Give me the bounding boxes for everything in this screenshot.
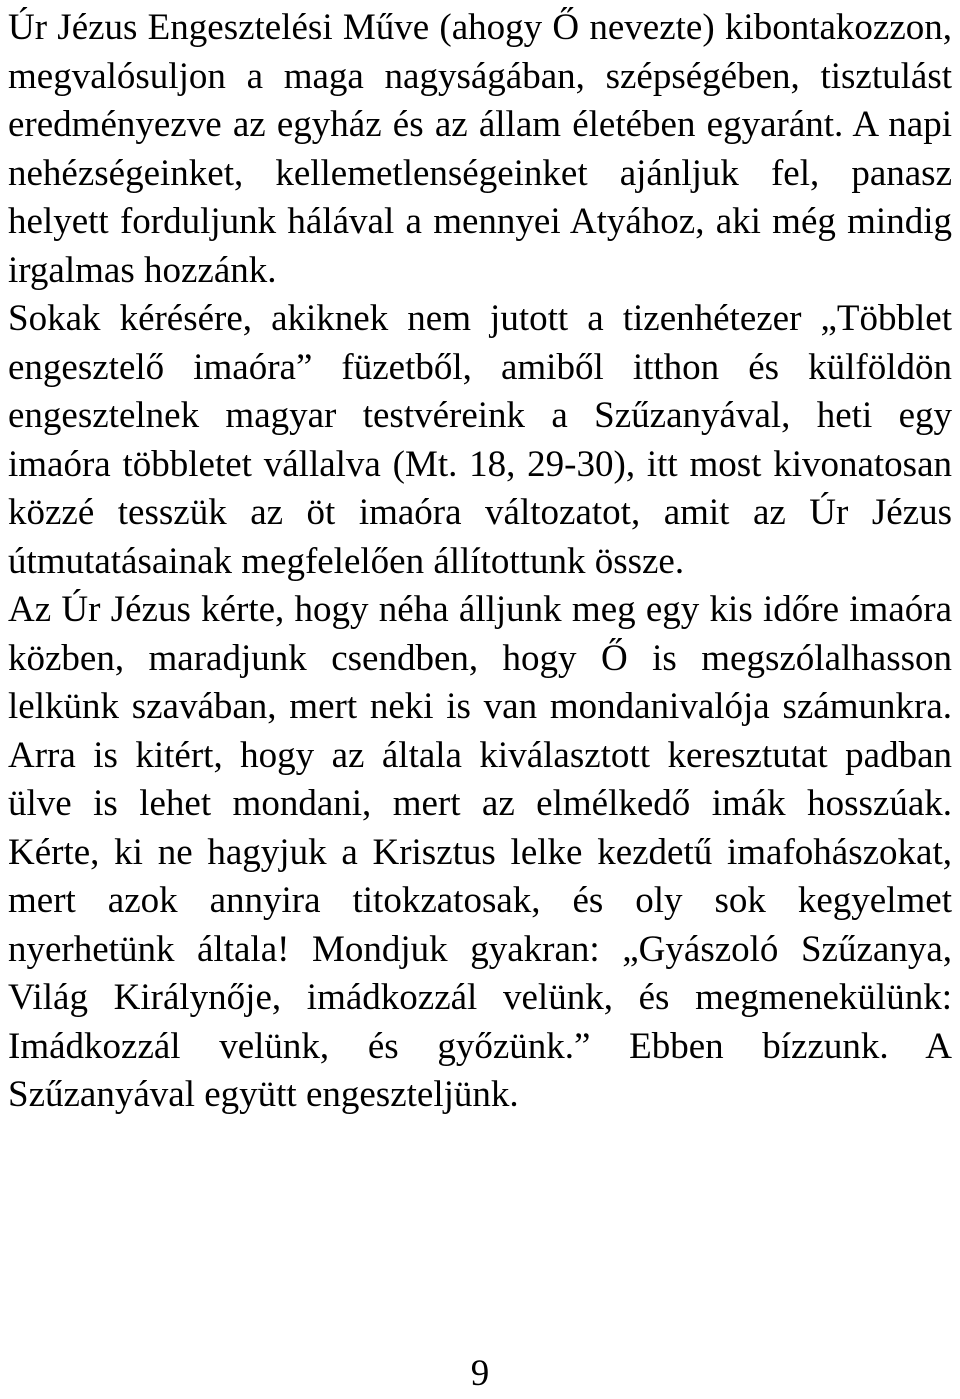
page-number: 9 bbox=[470, 1353, 490, 1394]
paragraph-engesztelesi-mu: Úr Jézus Engesztelési Műve (ahogy Ő nevezte) kibontakozzon, megvalósuljon a maga nagyságában, szépségében, tisztulást eredményezve az egyház és az állam életében egyaránt. A napi nehézségeinket, kellemetlenségeinket ajánljuk fel, panasz helyett forduljunk hálával a mennyei Atyához, aki még mindig irgalmas hozzánk. bbox=[8, 7, 952, 291]
document-page bbox=[8, 4, 952, 1120]
paragraph-ur-jezus-kerte: Az Úr Jézus kérte, hogy néha álljunk meg egy kis időre imaóra közben, maradjunk csendben, hogy Ő is megszólalhasson lelkünk szavában, mert neki is van mondanivalója számunkra. Arra is kitért, hogy az általa kiválasztott keresztutat padban ülve is lehet mondani, mert az elmélkedő imák hosszúak. Kérte, ki ne hagyjuk a Krisztus lelke kezdetű imafohászokat, mert azok annyira titokzatosak, és oly sok kegyelmet nyerhetünk általa! Mondjuk gyakran: „Gyászoló Szűzanya, Világ Királynője, imádkozzál velünk, és megmenekülünk: Imádkozzál velünk, és győzünk.” Ebben bízzunk. A Szűzanyával együtt engeszteljünk. bbox=[8, 589, 952, 1115]
paragraph-tobblet-imaora: Sokak kérésére, akiknek nem jutott a tizenhétezer „Többlet engesztelő imaóra” füzetből, amiből itthon és külföldön engesztelnek magyar testvéreink a Szűzanyával, heti egy imaóra többletet vállalva (Mt. 18, 29-30), itt most kivonatosan közzé tesszük az öt imaóra változatot, amit az Úr Jézus útmutatásainak megfelelően állítottunk össze. bbox=[8, 298, 952, 582]
